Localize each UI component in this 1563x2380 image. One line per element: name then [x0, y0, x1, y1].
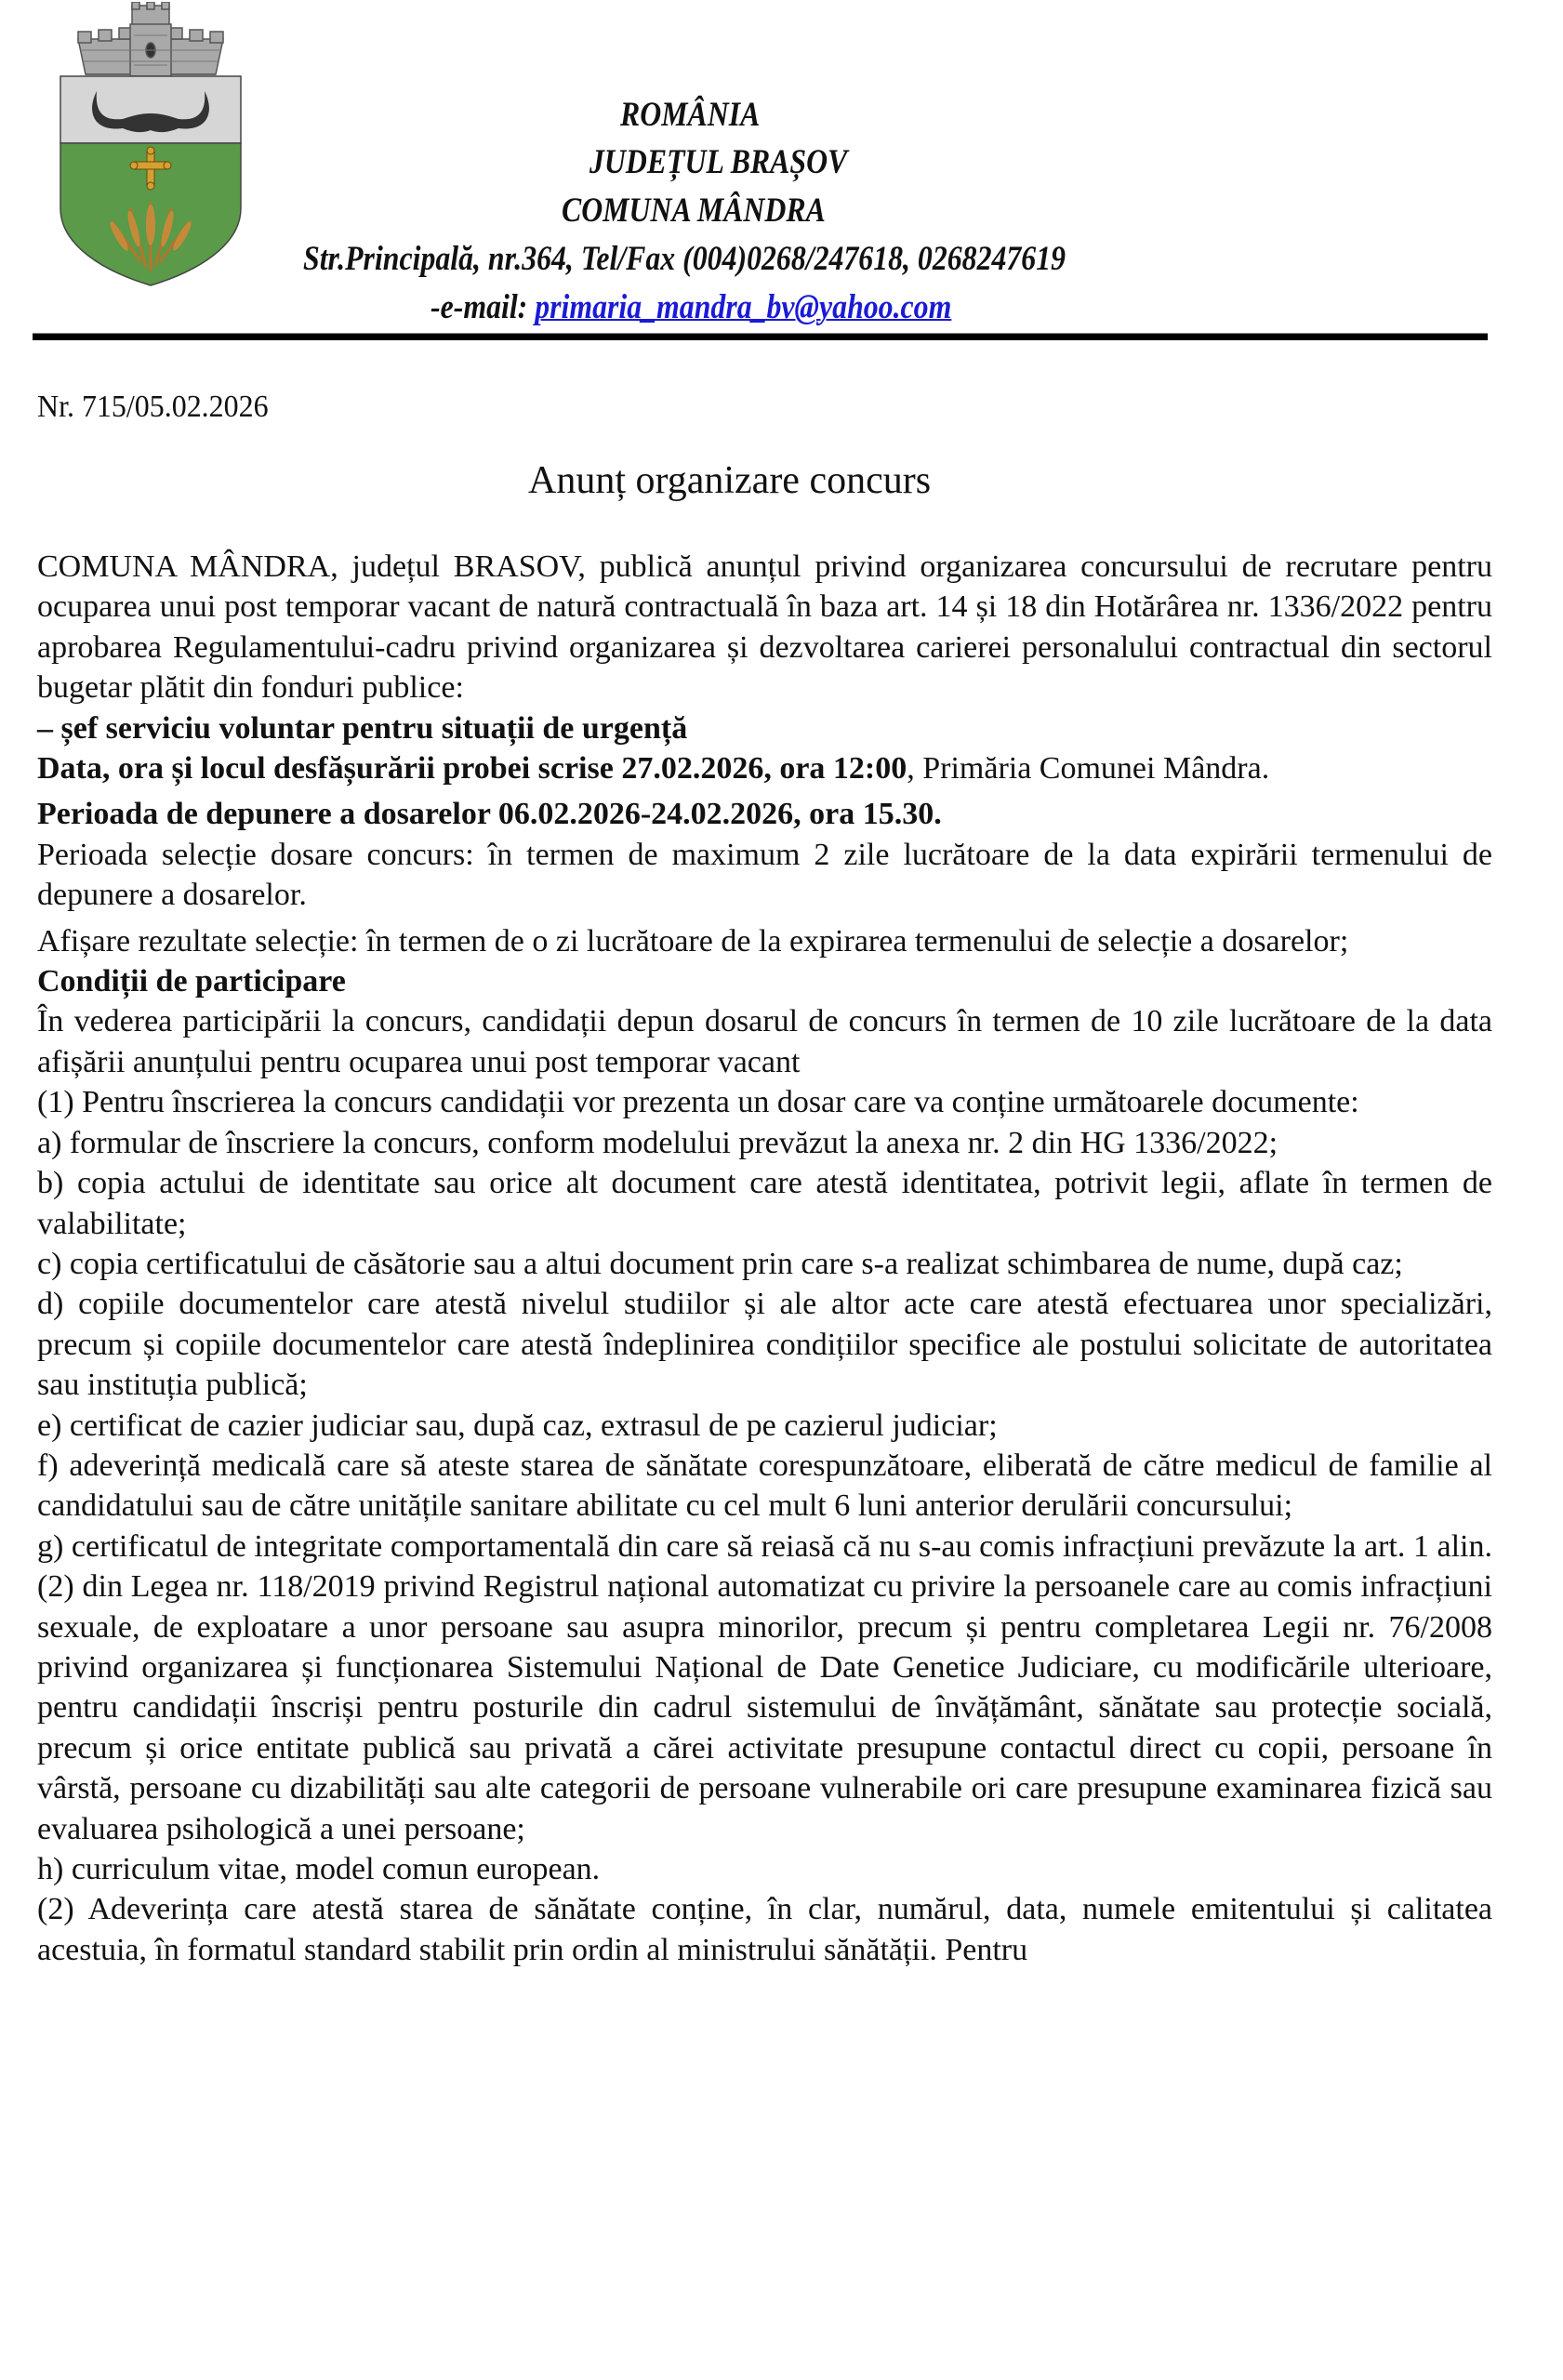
exam-label: Data, ora și locul desfășurării probei scrise 27.02.2026, ora 12:00	[37, 751, 907, 787]
reference-number: Nr. 715/05.02.2026	[37, 390, 269, 424]
letterhead-email-line	[430, 287, 951, 328]
letterhead-country: ROMÂNIA	[620, 96, 761, 134]
letterhead-county: JUDEȚUL BRAȘOV	[589, 143, 848, 181]
document-body	[37, 547, 1492, 1970]
conditions-paragraph-1: (1) Pentru înscrierea la concurs candidații vor prezenta un dosar care va conține următoarele documente:	[37, 1085, 1359, 1120]
conditions-paragraph-2: (2) Adeverința care atestă starea de sănătate conține, în clar, numărul, data, numele emitentului și calitatea acestuia, în formatul standard stabilit prin ordin al ministrului sănătății. Pentru	[37, 1892, 1492, 1967]
email-label: -e-mail:	[430, 288, 536, 326]
position-name: – șef serviciu voluntar pentru situații de urgență	[37, 710, 688, 746]
list-item-d: d) copiile documentelor care atestă nivelul studiilor și ale altor acte care atestă efectuarea unor specializări, precum și copiile documentelor care atestă îndeplinirea condițiilor specifice ale postului solicitate de autoritatea sau instituția publică;	[37, 1287, 1492, 1403]
document-title: Anunț organizare concurs	[528, 459, 932, 502]
conditions-heading: Condiții de participare	[37, 964, 346, 999]
exam-location: , Primăria Comunei Mândra.	[907, 751, 1270, 787]
list-item-e: e) certificat de cazier judiciar sau, după caz, extrasul de pe cazierul judiciar;	[37, 1408, 998, 1443]
email-link[interactable]: primaria_mandra_bv@yahoo.com	[535, 288, 952, 326]
selection-period: Perioada selecție dosare concurs: în termen de maximum 2 zile lucrătoare de la data expirării termenului de depunere a dosarelor.	[37, 837, 1492, 913]
list-item-f: f) adeverință medicală care să ateste starea de sănătate corespunzătoare, eliberată de către medicul de familie al candidatului sau de către unitățile sanitare abilitate cu cel mult 6 luni anterior derulării concursului;	[37, 1448, 1492, 1524]
letterhead-divider	[33, 333, 1488, 340]
exam-details	[37, 748, 1492, 788]
submission-period: Perioada de depunere a dosarelor 06.02.2026-24.02.2026, ora 15.30.	[37, 797, 942, 832]
letterhead-commune: COMUNA MÂNDRA	[562, 192, 826, 230]
conditions-intro: În vederea participării la concurs, candidații depun dosarul de concurs în termen de 10 zile lucrătoare de la data afișării anunțului pentru ocuparea unui post temporar vacant	[37, 1004, 1492, 1079]
list-item-c: c) copia certificatului de căsătorie sau a altui document prin care s-a realizat schimbarea de nume, după caz;	[37, 1246, 1403, 1281]
intro-paragraph: COMUNA MÂNDRA, județul BRASOV, publică anunțul privind organizarea concursului de recrutare pentru ocuparea unui post temporar vacant de natură contractuală în baza art. 14 și 18 din Hotărârea nr. 1336/2022 pentru aprobarea Regulamentului-cadru privind organizarea și dezvoltarea carierei personalului contractual din sectorul bugetar plătit din fonduri publice:	[37, 549, 1492, 706]
selection-results: Afișare rezultate selecție: în termen de o zi lucrătoare de la expirarea termenului de selecție a dosarelor;	[37, 923, 1349, 959]
letterhead	[0, 0, 1563, 344]
list-item-b: b) copia actului de identitate sau orice alt document care atestă identitatea, potrivit legii, aflate în termen de valabilitate;	[37, 1166, 1492, 1241]
list-item-a: a) formular de înscriere la concurs, conform modelului prevăzut la anexa nr. 2 din HG 1336/2022;	[37, 1125, 1278, 1160]
list-item-h: h) curriculum vitae, model comun european.	[37, 1852, 601, 1886]
letterhead-address: Str.Principală, nr.364, Tel/Fax (004)0268/247618, 0268247619	[303, 240, 1066, 278]
list-item-g: g) certificatul de integritate comportamentală din care să reiasă că nu s-au comis infracțiuni prevăzute la art. 1 alin. (2) din Legea nr. 118/2019 privind Registrul național automatizat cu privire la persoanele care au comis infracțiuni sexuale, de exploatare a unor persoane sau asupra minorilor, precum și pentru completarea Legii nr. 76/2008 privind organizarea și funcționarea Sistemului Național de Date Genetice Judiciare, cu modificările ulterioare, pentru candidații înscriși pentru posturile din cadrul sistemului de învățământ, sănătate sau protecție socială, precum și orice entitate publică sau privată a cărei activitate presupune contactul direct cu copii, persoane în vârstă, persoane cu dizabilități sau alte categorii de persoane vulnerabile ori care presupune examinarea fizică sau evaluarea psihologică a unei persoane;	[37, 1528, 1492, 1846]
